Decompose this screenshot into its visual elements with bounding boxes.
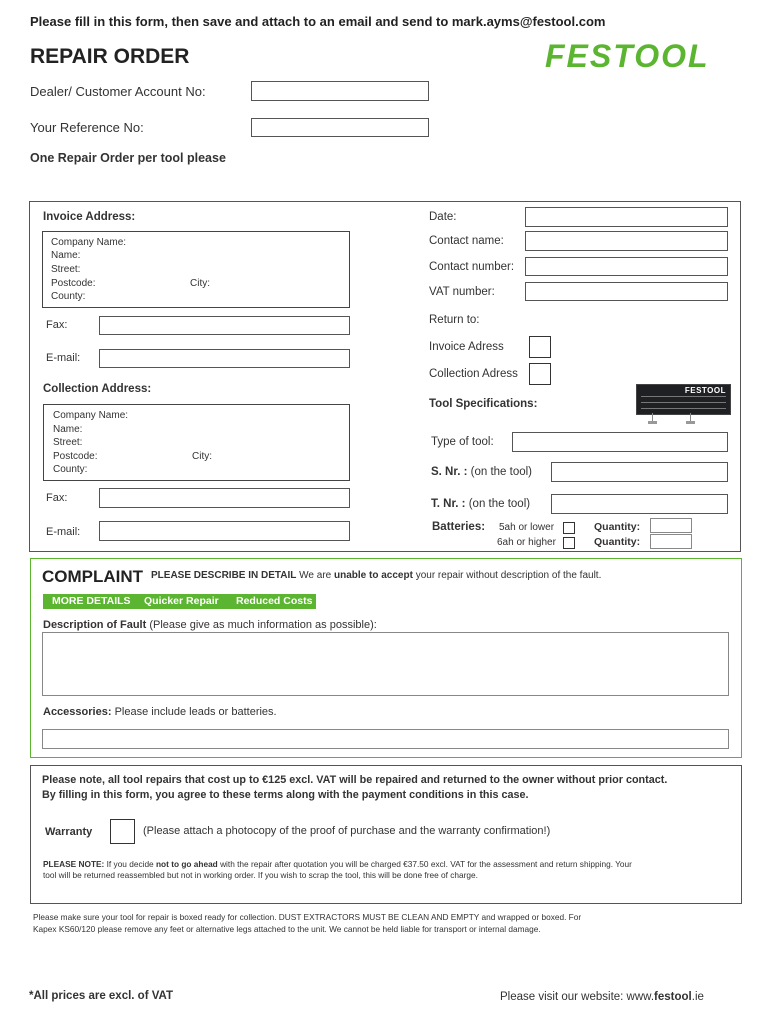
- collection-county-label: County:: [53, 464, 88, 475]
- tool-number-label: [431, 498, 530, 510]
- invoice-name-label: Name:: [51, 250, 81, 261]
- date-field[interactable]: [525, 207, 728, 227]
- plate-pointer-foot: [686, 421, 695, 424]
- accessories-bold: Accessories:: [43, 706, 112, 718]
- quantity-high-field[interactable]: [650, 534, 692, 549]
- contact-name-field[interactable]: [525, 231, 728, 251]
- website-note: [500, 991, 704, 1003]
- battery-high-checkbox[interactable]: [563, 537, 575, 549]
- date-label: Date:: [429, 211, 457, 223]
- return-collection-checkbox[interactable]: [529, 363, 551, 385]
- complaint-instruction: [151, 570, 601, 581]
- complaint-rest-text: your repair without description of the fault.: [415, 570, 602, 581]
- please-note-bold: PLEASE NOTE:: [43, 859, 105, 869]
- please-note-emphasis: not to go ahead: [155, 859, 218, 869]
- invoice-email-label: E-mail:: [46, 352, 81, 364]
- page-title: REPAIR ORDER: [30, 45, 190, 68]
- collection-email-label: E-mail:: [46, 526, 81, 538]
- tool-specs-label: Tool Specifications:: [429, 398, 538, 410]
- email-instruction: Please fill in this form, then save and attach to an email and send to mark.ayms@festool.com: [30, 14, 606, 29]
- please-note-text-b: with the repair after quotation you will be charged €37.50 excl. VAT for the assessment and return shipping. Your: [220, 859, 632, 869]
- banner-reduced-costs: Reduced Costs: [236, 595, 313, 607]
- vat-footnote: *All prices are excl. of VAT: [29, 990, 174, 1002]
- invoice-street-label: Street:: [51, 264, 81, 275]
- banner-quicker-repair: Quicker Repair: [144, 595, 219, 607]
- rating-plate-line: [641, 408, 726, 409]
- collection-fax-label: Fax:: [46, 492, 68, 504]
- festool-logo: FESTOOL: [545, 38, 710, 74]
- collection-email-field[interactable]: [99, 521, 350, 541]
- we-are-text: We are: [299, 570, 332, 581]
- collection-adress-label: Collection Adress: [429, 368, 518, 380]
- accessories-field[interactable]: [42, 729, 729, 749]
- complaint-title: COMPLAINT: [42, 567, 144, 586]
- contact-number-field[interactable]: [525, 257, 728, 276]
- quantity-low-field[interactable]: [650, 518, 692, 533]
- rating-plate-logo: FESTOOL: [684, 386, 726, 395]
- type-of-tool-label: Type of tool:: [431, 436, 494, 448]
- terms-line-1: Please note, all tool repairs that cost up to €125 excl. VAT will be repaired and returned to the owner without prior contact.: [42, 774, 668, 786]
- contact-name-label: Contact name:: [429, 235, 504, 247]
- invoice-company-label: Company Name:: [51, 237, 127, 248]
- rating-plate-line: [641, 396, 726, 397]
- plate-pointer-foot: [648, 421, 657, 424]
- collection-postcode-label: Postcode:: [53, 451, 98, 462]
- batteries-label: Batteries:: [432, 521, 486, 533]
- battery-high-label: 6ah or higher: [497, 537, 556, 548]
- website-suffix: .ie: [691, 991, 704, 1003]
- website-brand[interactable]: festool: [654, 991, 692, 1003]
- invoice-county-label: County:: [51, 291, 86, 302]
- accessories-label: [43, 706, 277, 718]
- vat-number-field[interactable]: [525, 282, 728, 301]
- serial-number-field[interactable]: [551, 462, 728, 482]
- invoice-adress-label: Invoice Adress: [429, 341, 504, 353]
- reference-label: Your Reference No:: [30, 120, 144, 135]
- invoice-city-label: City:: [190, 278, 210, 289]
- quantity-low-label: Quantity:: [594, 521, 641, 533]
- tool-number-hint: (on the tool): [468, 498, 531, 510]
- invoice-fax-label: Fax:: [46, 319, 68, 331]
- boxed-note-line-1: Please make sure your tool for repair is boxed ready for collection. DUST EXTRACTORS MUST BE CLEAN AND EMPTY and wrapped or boxed. For: [33, 912, 582, 922]
- rating-plate-image: [636, 384, 731, 415]
- describe-bold: PLEASE DESCRIBE IN DETAIL: [151, 570, 297, 581]
- boxed-note-line-2: Kapex KS60/120 please remove any feet or alternative legs attached to the unit. We cannot be held liable for transport or internal damage.: [33, 924, 541, 934]
- battery-low-label: 5ah or lower: [499, 522, 555, 533]
- collection-address-label: Collection Address:: [43, 383, 152, 395]
- return-to-label: Return to:: [429, 314, 480, 326]
- invoice-address-label: Invoice Address:: [43, 211, 136, 223]
- fault-bold: Description of Fault: [43, 619, 147, 631]
- please-note-line-2: tool will be returned reassembled but not in working order. If you wish to scrap the tool, this will be done free of charge.: [43, 870, 478, 880]
- reference-field[interactable]: [251, 118, 429, 137]
- account-field[interactable]: [251, 81, 429, 101]
- unable-bold: unable to accept: [334, 570, 413, 581]
- warranty-label: Warranty: [45, 826, 93, 838]
- benefits-banner: [43, 594, 316, 609]
- return-invoice-checkbox[interactable]: [529, 336, 551, 358]
- vat-number-label: VAT number:: [429, 286, 495, 298]
- type-of-tool-field[interactable]: [512, 432, 728, 452]
- battery-low-checkbox[interactable]: [563, 522, 575, 534]
- invoice-email-field[interactable]: [99, 349, 350, 368]
- tool-number-bold: T. Nr. :: [431, 498, 466, 510]
- collection-street-label: Street:: [53, 437, 83, 448]
- account-label: Dealer/ Customer Account No:: [30, 84, 206, 99]
- tool-number-field[interactable]: [551, 494, 728, 514]
- website-prefix: Please visit our website: www.: [500, 991, 655, 1003]
- collection-name-label: Name:: [53, 424, 83, 435]
- serial-number-hint: (on the tool): [470, 466, 533, 478]
- warranty-note: (Please attach a photocopy of the proof of purchase and the warranty confirmation!): [143, 825, 551, 837]
- accessories-hint: Please include leads or batteries.: [114, 706, 277, 718]
- quantity-high-label: Quantity:: [594, 536, 641, 548]
- fault-description-field[interactable]: [42, 632, 729, 696]
- fault-label: [43, 619, 377, 631]
- collection-company-label: Company Name:: [53, 410, 129, 421]
- contact-number-label: Contact number:: [429, 261, 515, 273]
- banner-more-details: MORE DETAILS: [52, 595, 131, 607]
- rating-plate-line: [641, 402, 726, 403]
- fault-hint: (Please give as much information as possible):: [149, 619, 377, 631]
- please-note-text-a: If you decide: [106, 859, 154, 869]
- warranty-checkbox[interactable]: [110, 819, 135, 844]
- serial-number-label: [431, 466, 532, 478]
- collection-fax-field[interactable]: [99, 488, 350, 508]
- collection-city-label: City:: [192, 451, 212, 462]
- one-order-note: One Repair Order per tool please: [30, 151, 226, 165]
- terms-line-2: By filling in this form, you agree to these terms along with the payment conditions in this case.: [42, 789, 529, 801]
- invoice-postcode-label: Postcode:: [51, 278, 96, 289]
- invoice-fax-field[interactable]: [99, 316, 350, 335]
- serial-number-bold: S. Nr. :: [431, 466, 468, 478]
